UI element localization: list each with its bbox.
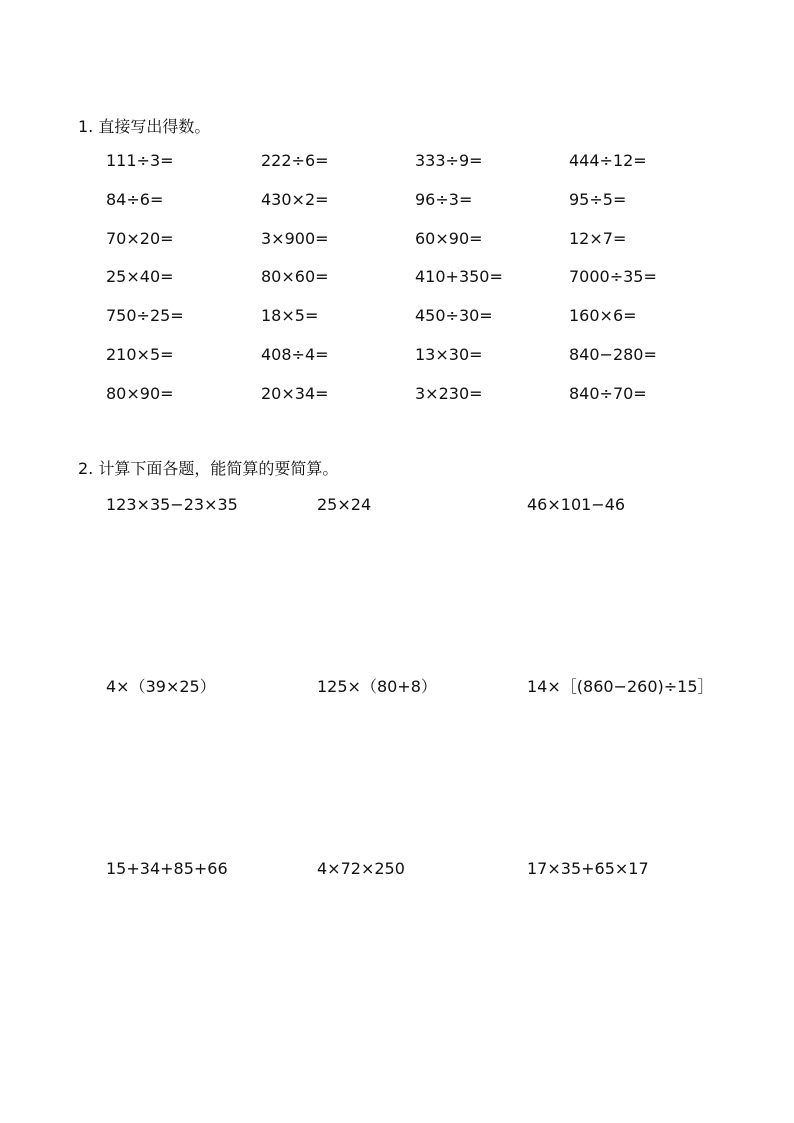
oral-row [106, 345, 726, 384]
oral-problem: 20×34= [261, 383, 329, 403]
oral-problem: 25×40= [106, 267, 174, 287]
section-2-title: 2. 计算下面各题，能简算的要简算。 [78, 459, 339, 478]
oral-problem: 750÷25= [106, 306, 184, 326]
calculation-row [106, 495, 746, 515]
oral-problem: 160×6= [569, 306, 637, 326]
calculation-row [106, 677, 746, 697]
calculation-problem: 15+34+85+66 [106, 859, 228, 878]
oral-problem: 222÷6= [261, 151, 329, 170]
oral-problem: 60×90= [415, 228, 483, 248]
oral-problem: 7000÷35= [569, 267, 657, 287]
calculation-row [106, 859, 746, 879]
oral-problem: 3×230= [415, 383, 483, 403]
oral-problem: 13×30= [415, 344, 483, 364]
oral-problem: 840−280= [569, 344, 657, 364]
oral-problem: 70×20= [106, 228, 174, 248]
oral-problem: 450÷30= [415, 306, 493, 326]
oral-problem: 840÷70= [569, 383, 647, 403]
oral-problem: 96÷3= [415, 189, 473, 209]
calculation-problem: 25×24 [317, 495, 372, 514]
oral-problem: 430×2= [261, 189, 329, 209]
calculation-problem: 125×（80+8） [317, 677, 437, 696]
oral-calculation-grid [106, 151, 726, 423]
oral-problem: 80×60= [261, 267, 329, 287]
calculation-problem: 4×72×250 [317, 859, 405, 878]
oral-problem: 80×90= [106, 383, 174, 403]
oral-problem: 3×900= [261, 228, 329, 248]
section-1-title: 1. 直接写出得数。 [78, 117, 211, 136]
oral-row [106, 229, 726, 268]
oral-row [106, 151, 726, 190]
oral-problem: 410+350= [415, 267, 503, 287]
oral-problem: 12×7= [569, 228, 627, 248]
oral-row [106, 306, 726, 345]
oral-row [106, 190, 726, 229]
oral-row [106, 267, 726, 306]
calculation-problem: 14×［(860−260)÷15］ [527, 677, 714, 696]
oral-problem: 210×5= [106, 344, 174, 364]
oral-problem: 111÷3= [106, 151, 174, 170]
oral-problem: 18×5= [261, 306, 319, 326]
calculation-problem: 17×35+65×17 [527, 859, 649, 878]
oral-problem: 444÷12= [569, 151, 647, 170]
oral-problem: 84÷6= [106, 189, 164, 209]
calculation-problem: 4×（39×25） [106, 677, 216, 696]
calculation-problem: 46×101−46 [527, 495, 626, 514]
oral-row [106, 384, 726, 423]
oral-problem: 333÷9= [415, 151, 483, 170]
oral-problem: 95÷5= [569, 189, 627, 209]
oral-problem: 408÷4= [261, 344, 329, 364]
calculation-problem: 123×35−23×35 [106, 495, 238, 514]
